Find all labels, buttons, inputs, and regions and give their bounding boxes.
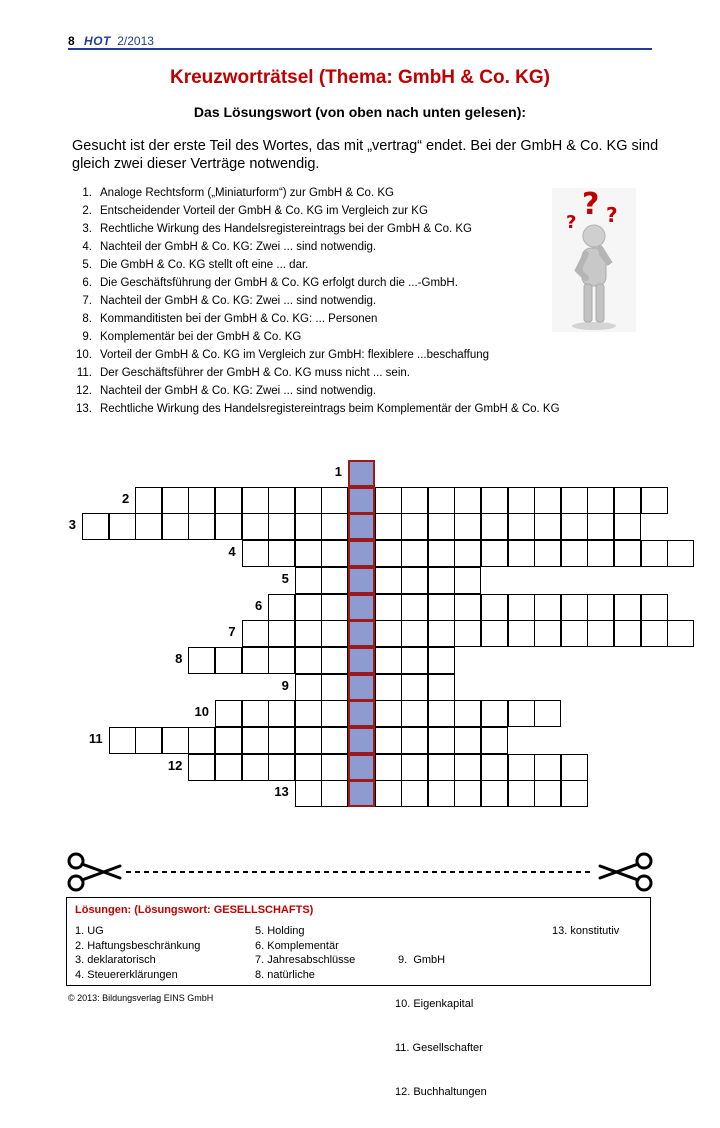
clue-item [72,346,560,364]
crossword-cell[interactable] [242,754,269,781]
row-number: 9 [281,677,289,693]
crossword-cell[interactable] [375,540,402,567]
clue-number: 9. [82,331,92,343]
crossword-cell[interactable] [375,727,402,754]
solution-item: 5. Holding [255,925,305,937]
clue-number: 1. [82,187,92,199]
crossword-cell[interactable] [295,727,322,754]
svg-text:?: ? [566,212,577,233]
clue-number: 7. [82,295,92,307]
crossword-cell[interactable] [401,487,428,514]
crossword-cell[interactable] [667,540,694,567]
crossword-cell[interactable] [481,620,508,647]
crossword-cell[interactable] [268,540,295,567]
solution-item: 1. UG [75,925,104,937]
crossword-cell[interactable] [295,674,322,701]
row-number: 4 [228,544,236,560]
row-number: 6 [254,597,263,613]
scissors-icon [600,854,651,890]
crossword-cell[interactable] [508,487,535,514]
clue-text: Nachteil der GmbH & Co. KG: Zwei ... sind notwendig. [100,241,377,253]
crossword-cell[interactable] [321,594,348,621]
clue-text: Entscheidender Vorteil der GmbH & Co. KG im Vergleich zur KG [100,205,428,217]
crossword-cell[interactable] [375,780,402,807]
crossword-cell[interactable] [401,674,428,701]
solution-item: 10. Eigenkapital [395,997,474,1010]
crossword-cell[interactable] [188,754,215,781]
solution-cell[interactable] [348,567,375,594]
row-number: 1 [334,464,342,479]
crossword-cell[interactable] [215,700,242,727]
clue-item [72,220,560,238]
crossword-cell[interactable] [215,727,242,754]
crossword-cell[interactable] [587,513,614,540]
row-number: 5 [281,570,289,586]
crossword-cell[interactable] [321,513,348,540]
row-number: 7 [228,624,236,640]
svg-text:?: ? [606,203,618,227]
crossword-cell[interactable] [321,754,348,781]
crossword-cell[interactable] [587,487,614,514]
crossword-cell[interactable] [321,727,348,754]
solution-cell[interactable] [348,460,375,487]
clue-text: Analoge Rechtsform („Miniaturform“) zur GmbH & Co. KG [100,187,394,199]
crossword-cell[interactable] [614,487,641,514]
crossword-cell[interactable] [454,700,481,727]
row-number: 2 [121,490,130,506]
crossword-cell[interactable] [162,513,189,540]
solution-item: 4. Steuererklärungen [75,968,178,981]
row-number: 12 [167,757,183,773]
crossword-cell[interactable] [375,700,402,727]
solutions-column-4 [552,924,619,939]
solution-item: 7. Jahresabschlüsse [255,954,356,967]
clue-number: 13. [76,403,92,415]
crossword-cell[interactable] [428,674,455,701]
crossword-cell[interactable] [321,647,348,674]
crossword-cell[interactable] [508,754,535,781]
crossword-cell[interactable] [321,620,348,647]
clue-item [72,238,560,256]
crossword-cell[interactable] [295,487,322,514]
crossword-cell[interactable] [375,594,402,621]
clue-text: Komplementär bei der GmbH & Co. KG [100,331,302,343]
crossword-cell[interactable] [508,620,535,647]
solution-item: 2. Haftungsbeschränkung [75,939,201,952]
crossword-cell[interactable] [401,540,428,567]
crossword-cell[interactable] [454,513,481,540]
clue-item [72,184,560,202]
clue-item [72,364,560,382]
clue-text: Vorteil der GmbH & Co. KG im Vergleich zur GmbH: flexiblere ...beschaffung [100,349,490,361]
crossword-cell[interactable] [454,594,481,621]
solutions-column-2 [255,924,355,982]
crossword-cell[interactable] [561,754,588,781]
solution-item: 12. Buchhaltungen [395,1085,487,1098]
crossword-cell[interactable] [268,487,295,514]
solution-cell[interactable] [348,674,375,701]
clue-number: 2. [82,205,92,217]
crossword-cell[interactable] [428,567,455,594]
solution-cell[interactable] [348,727,375,754]
issue-number: 2/2013 [117,34,154,48]
clue-text: Kommanditisten bei der GmbH & Co. KG: ... Personen [100,313,378,325]
crossword-cell[interactable] [375,513,402,540]
crossword-cell[interactable] [242,727,269,754]
solution-item: 3. deklaratorisch [75,954,156,967]
crossword-cell[interactable] [401,594,428,621]
solution-cell[interactable] [348,487,375,514]
subtitle: Das Lösungswort (von oben nach unten gelesen): [193,104,527,120]
crossword-cell[interactable] [401,780,428,807]
crossword-cell[interactable] [109,513,136,540]
crossword-cell[interactable] [481,487,508,514]
clue-text: Nachteil der GmbH & Co. KG: Zwei ... sind notwendig. [100,295,377,307]
solution-item: 8. natürliche [255,968,315,981]
crossword-cell[interactable] [454,620,481,647]
crossword-cell[interactable] [561,780,588,807]
clue-text: Rechtliche Wirkung des Handelsregistereintrags bei der GmbH & Co. KG [100,223,472,235]
crossword-cell[interactable] [268,594,295,621]
clue-item [72,274,560,292]
crossword-cell[interactable] [454,780,481,807]
crossword-cell[interactable] [321,567,348,594]
crossword-cell[interactable] [534,620,561,647]
crossword-cell[interactable] [587,594,614,621]
crossword-cell[interactable] [641,594,668,621]
page-header [68,34,652,48]
crossword-cell[interactable] [295,647,322,674]
crossword-cell[interactable] [242,487,269,514]
row-number: 13 [274,784,289,800]
solution-cell[interactable] [348,754,375,781]
crossword-cell[interactable] [82,513,109,540]
solution-cell[interactable] [348,620,375,647]
crossword-cell[interactable] [428,540,455,567]
crossword-cell[interactable] [375,567,402,594]
row-number: 8 [175,650,183,666]
crossword-cell[interactable] [188,513,215,540]
solutions-heading: Lösungen: (Lösungswort: GESELLSCHAFTS) [75,904,314,916]
crossword-cell[interactable] [109,727,136,754]
magazine-name: HOT [84,34,111,48]
clue-number: 11. [76,367,92,379]
crossword-cell[interactable] [428,647,455,674]
solutions-column-3 [395,924,487,1128]
clue-text: Rechtliche Wirkung des Handelsregistereintrags beim Komplementär der GmbH & Co. KG [100,403,560,415]
crossword-cell[interactable] [428,700,455,727]
crossword-cell[interactable] [481,727,508,754]
crossword-cell[interactable] [587,620,614,647]
crossword-cell[interactable] [428,594,455,621]
crossword-cell[interactable] [135,513,162,540]
crossword-cell[interactable] [188,647,215,674]
clue-text: Die Geschäftsführung der GmbH & Co. KG erfolgt durch die ...-GmbH. [100,277,458,289]
crossword-cell[interactable] [454,754,481,781]
solution-cell[interactable] [348,513,375,540]
crossword-cell[interactable] [561,513,588,540]
crossword-cell[interactable] [162,487,189,514]
clue-item [72,400,560,418]
crossword-cell[interactable] [454,540,481,567]
crossword-cell[interactable] [614,540,641,567]
clue-number: 6. [82,277,92,289]
crossword-cell[interactable] [428,513,455,540]
crossword-cell[interactable] [295,620,322,647]
crossword-cell[interactable] [295,754,322,781]
crossword-cell[interactable] [428,727,455,754]
crossword-cell[interactable] [295,700,322,727]
crossword-cell[interactable] [428,780,455,807]
clue-number: 10. [76,349,92,361]
crossword-cell[interactable] [268,754,295,781]
solution-item: 9. GmbH [395,954,446,967]
solution-cell[interactable] [348,540,375,567]
crossword-cell[interactable] [295,540,322,567]
crossword-cell[interactable] [401,620,428,647]
crossword-cell[interactable] [428,487,455,514]
crossword-cell[interactable] [215,487,242,514]
crossword-cell[interactable] [534,700,561,727]
clue-item [72,256,560,274]
crossword-cell[interactable] [508,594,535,621]
crossword-cell[interactable] [587,540,614,567]
crossword-cell[interactable] [401,647,428,674]
crossword-cell[interactable] [614,594,641,621]
crossword-cell[interactable] [614,620,641,647]
crossword-cell[interactable] [561,540,588,567]
scissors-icon [69,854,120,890]
copyright-footer: © 2013: Bildungsverlag EINS GmbH [68,993,214,1003]
clue-item [72,382,560,400]
crossword-cell[interactable] [454,487,481,514]
clue-item [72,202,560,220]
crossword-cell[interactable] [481,513,508,540]
crossword-cell[interactable] [401,513,428,540]
clue-number: 8. [82,313,92,325]
svg-text:?: ? [582,188,600,222]
clue-item [72,328,560,346]
clue-number: 5. [82,259,92,271]
crossword-cell[interactable] [481,700,508,727]
clue-number: 3. [82,223,92,235]
crossword-cell[interactable] [534,513,561,540]
crossword-cell[interactable] [375,754,402,781]
solution-cell[interactable] [348,780,375,807]
crossword-cell[interactable] [401,700,428,727]
crossword-cell[interactable] [295,594,322,621]
crossword-cell[interactable] [268,620,295,647]
crossword-cell[interactable] [375,620,402,647]
crossword-cell[interactable] [667,620,694,647]
crossword-cell[interactable] [401,727,428,754]
clue-list [72,184,560,418]
crossword-cell[interactable] [375,647,402,674]
crossword-cell[interactable] [534,540,561,567]
crossword-cell[interactable] [242,620,269,647]
clue-number: 4. [82,241,92,253]
crossword-cell[interactable] [321,780,348,807]
crossword-cell[interactable] [481,780,508,807]
crossword-cell[interactable] [508,700,535,727]
solution-item: 13. konstitutiv [552,925,620,937]
clue-item [72,310,560,328]
crossword-cell[interactable] [215,513,242,540]
page-number: 8 [68,34,75,48]
crossword-cell[interactable] [454,727,481,754]
row-number: 11 [88,731,103,746]
crossword-cell[interactable] [321,674,348,701]
solution-cell[interactable] [348,594,375,621]
crossword-cell[interactable] [401,754,428,781]
crossword-cell[interactable] [428,620,455,647]
crossword-cell[interactable] [268,727,295,754]
crossword-cell[interactable] [401,567,428,594]
crossword-cell[interactable] [242,513,269,540]
clue-number: 12. [76,385,92,397]
crossword-cell[interactable] [295,567,322,594]
row-number: 3 [68,517,76,533]
cut-line [62,852,658,892]
crossword-cell[interactable] [321,487,348,514]
crossword-cell[interactable] [428,754,455,781]
clue-item [72,292,560,310]
solution-cell[interactable] [348,700,375,727]
crossword-cell[interactable] [508,513,535,540]
crossword-cell[interactable] [295,513,322,540]
crossword-cell[interactable] [215,647,242,674]
crossword-cell[interactable] [295,780,322,807]
solution-item: 6. Komplementär [255,939,339,952]
crossword-cell[interactable] [561,620,588,647]
crossword-cell[interactable] [162,727,189,754]
crossword-cell[interactable] [508,540,535,567]
crossword-cell[interactable] [268,700,295,727]
crossword-cell[interactable] [534,594,561,621]
crossword-cell[interactable] [561,487,588,514]
crossword-cell[interactable] [375,487,402,514]
crossword-cell[interactable] [375,674,402,701]
clue-text: Der Geschäftsführer der GmbH & Co. KG muss nicht ... sein. [100,367,410,379]
intro-text: Gesucht ist der erste Teil des Wortes, das mit „vertrag“ endet. Bei der GmbH & Co. KG sind gleich zwei dieser Verträge notwendig. [72,138,659,172]
page-title: Kreuzworträtsel (Thema: GmbH & Co. KG) [169,67,551,88]
crossword-cell[interactable] [242,540,269,567]
crossword-cell[interactable] [321,700,348,727]
crossword-cell[interactable] [614,513,641,540]
crossword-cell[interactable] [481,594,508,621]
crossword-cell[interactable] [268,647,295,674]
crossword-cell[interactable] [534,754,561,781]
crossword-cell[interactable] [508,780,535,807]
crossword-cell[interactable] [454,567,481,594]
crossword-cell[interactable] [481,540,508,567]
crossword-cell[interactable] [188,727,215,754]
crossword-cell[interactable] [135,727,162,754]
row-number: 10 [194,704,209,720]
solutions-column-1 [75,924,200,982]
clue-text: Die GmbH & Co. KG stellt oft eine ... dar. [100,259,309,271]
header-rule [68,48,652,50]
crossword-cell[interactable] [135,487,162,514]
crossword-cell[interactable] [561,594,588,621]
crossword-cell[interactable] [641,540,668,567]
crossword-cell[interactable] [242,700,269,727]
crossword-cell[interactable] [242,647,269,674]
crossword-cell[interactable] [534,487,561,514]
crossword-cell[interactable] [641,620,668,647]
crossword-cell[interactable] [215,754,242,781]
crossword-cell[interactable] [188,487,215,514]
clue-text: Nachteil der GmbH & Co. KG: Zwei ... sind notwendig. [100,385,377,397]
crossword-cell[interactable] [268,513,295,540]
crossword-cell[interactable] [641,487,668,514]
crossword-cell[interactable] [534,780,561,807]
solution-cell[interactable] [348,647,375,674]
crossword-cell[interactable] [321,540,348,567]
thinking-figure-with-question-marks-icon [552,188,636,332]
solution-item: 11. Gesellschafter [395,1041,483,1054]
crossword-cell[interactable] [481,754,508,781]
